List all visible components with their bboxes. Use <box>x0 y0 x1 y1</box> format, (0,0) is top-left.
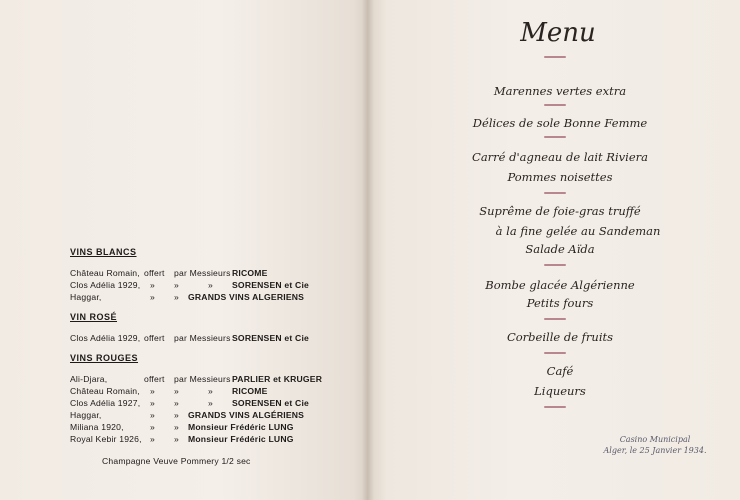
menu-course: Café <box>546 364 574 378</box>
wine-offer: offert <box>144 374 165 384</box>
ditto-mark: » <box>174 434 179 444</box>
ditto-mark: » <box>208 386 213 396</box>
menu-separator <box>544 318 566 320</box>
wine-donor: SORENSEN et Cie <box>232 333 310 343</box>
menu-separator <box>544 352 566 354</box>
wine-donor: Monsieur Frédéric LUNG <box>188 434 294 444</box>
wine-prep: par Messieurs <box>174 333 231 343</box>
ditto-mark: » <box>208 280 213 290</box>
wine-list <box>70 246 323 467</box>
menu-separator <box>544 136 566 138</box>
wine-donor: SORENSEN et Cie <box>232 280 310 290</box>
wine-donor: RICOME <box>232 386 268 396</box>
ditto-mark: » <box>150 410 155 420</box>
page-fold <box>362 0 374 500</box>
wine-name: Clos Adélia 1927, <box>70 398 141 408</box>
wine-row <box>70 409 320 421</box>
ditto-mark: » <box>150 386 155 396</box>
wine-donor: SORENSEN et Cie <box>232 398 310 408</box>
menu-course: Marennes vertes extra <box>493 84 627 98</box>
wine-row <box>70 385 320 397</box>
wine-prep: par Messieurs <box>174 374 231 384</box>
wine-name: Château Romain, <box>70 386 140 396</box>
wine-offer: offert <box>144 333 165 343</box>
ditto-mark: » <box>150 434 155 444</box>
menu-separator <box>544 56 566 58</box>
wine-row <box>70 332 320 344</box>
menu-separator <box>544 192 566 194</box>
ditto-mark: » <box>174 422 179 432</box>
wine-section-title: VIN ROSÉ <box>70 312 118 322</box>
ditto-mark: » <box>150 398 155 408</box>
wine-row <box>70 279 320 291</box>
ditto-mark: » <box>150 292 155 302</box>
wine-section-title: VINS ROUGES <box>70 353 139 363</box>
wine-row <box>70 433 320 445</box>
ditto-mark: » <box>174 292 179 302</box>
wine-prep: par Messieurs <box>174 268 231 278</box>
wine-row <box>70 267 320 279</box>
ditto-mark: » <box>174 386 179 396</box>
menu-separator <box>544 104 566 106</box>
wine-name: Haggar, <box>70 292 102 302</box>
event-location <box>590 434 720 456</box>
champagne-line: Champagne Veuve Pommery 1/2 sec <box>102 456 251 466</box>
menu-course: Suprême de foie-gras truffé <box>479 204 641 218</box>
menu-course: Salade Aïda <box>525 242 595 256</box>
ditto-mark: » <box>150 280 155 290</box>
wine-row <box>70 291 320 303</box>
menu-course: Pommes noisettes <box>507 170 613 184</box>
wine-name: Haggar, <box>70 410 102 420</box>
wine-name: Château Romain, <box>70 268 140 278</box>
wine-row <box>70 421 320 433</box>
menu-course: Corbeille de fruits <box>506 330 614 344</box>
ditto-mark: » <box>174 280 179 290</box>
wine-donor: GRANDS VINS ALGÉRIENS <box>188 410 305 420</box>
event-date: Alger, le 25 Janvier 1934. <box>603 446 707 455</box>
wine-row <box>70 397 320 409</box>
wine-name: Royal Kebir 1926, <box>70 434 142 444</box>
menu-course: Carré d'agneau de lait Riviera <box>472 150 648 164</box>
menu-course: à la fine gelée au Sandeman <box>495 224 661 238</box>
wine-donor: PARLIER et KRUGER <box>232 374 323 384</box>
wine-donor: Monsieur Frédéric LUNG <box>188 422 294 432</box>
menu-course: Délices de sole Bonne Femme <box>472 116 648 130</box>
wine-donor: GRANDS VINS ALGERIENS <box>188 292 305 302</box>
menu-separator <box>544 264 566 266</box>
menu-course: Liqueurs <box>534 384 586 398</box>
wine-offer: offert <box>144 268 165 278</box>
menu-course: Petits fours <box>526 296 594 310</box>
ditto-mark: » <box>208 398 213 408</box>
menu-title: Menu <box>520 18 596 48</box>
wine-name: Clos Adélia 1929, <box>70 333 141 343</box>
ditto-mark: » <box>150 422 155 432</box>
wine-name: Miliana 1920, <box>70 422 124 432</box>
ditto-mark: » <box>174 410 179 420</box>
wine-donor: RICOME <box>232 268 268 278</box>
venue-name: Casino Municipal <box>619 435 691 444</box>
wine-row <box>70 373 323 385</box>
ditto-mark: » <box>174 398 179 408</box>
menu-course: Bombe glacée Algérienne <box>485 278 635 292</box>
wine-section-title: VINS BLANCS <box>70 247 137 257</box>
wine-name: Ali-Djara, <box>70 374 108 384</box>
menu-separator <box>544 406 566 408</box>
wine-name: Clos Adélia 1929, <box>70 280 141 290</box>
